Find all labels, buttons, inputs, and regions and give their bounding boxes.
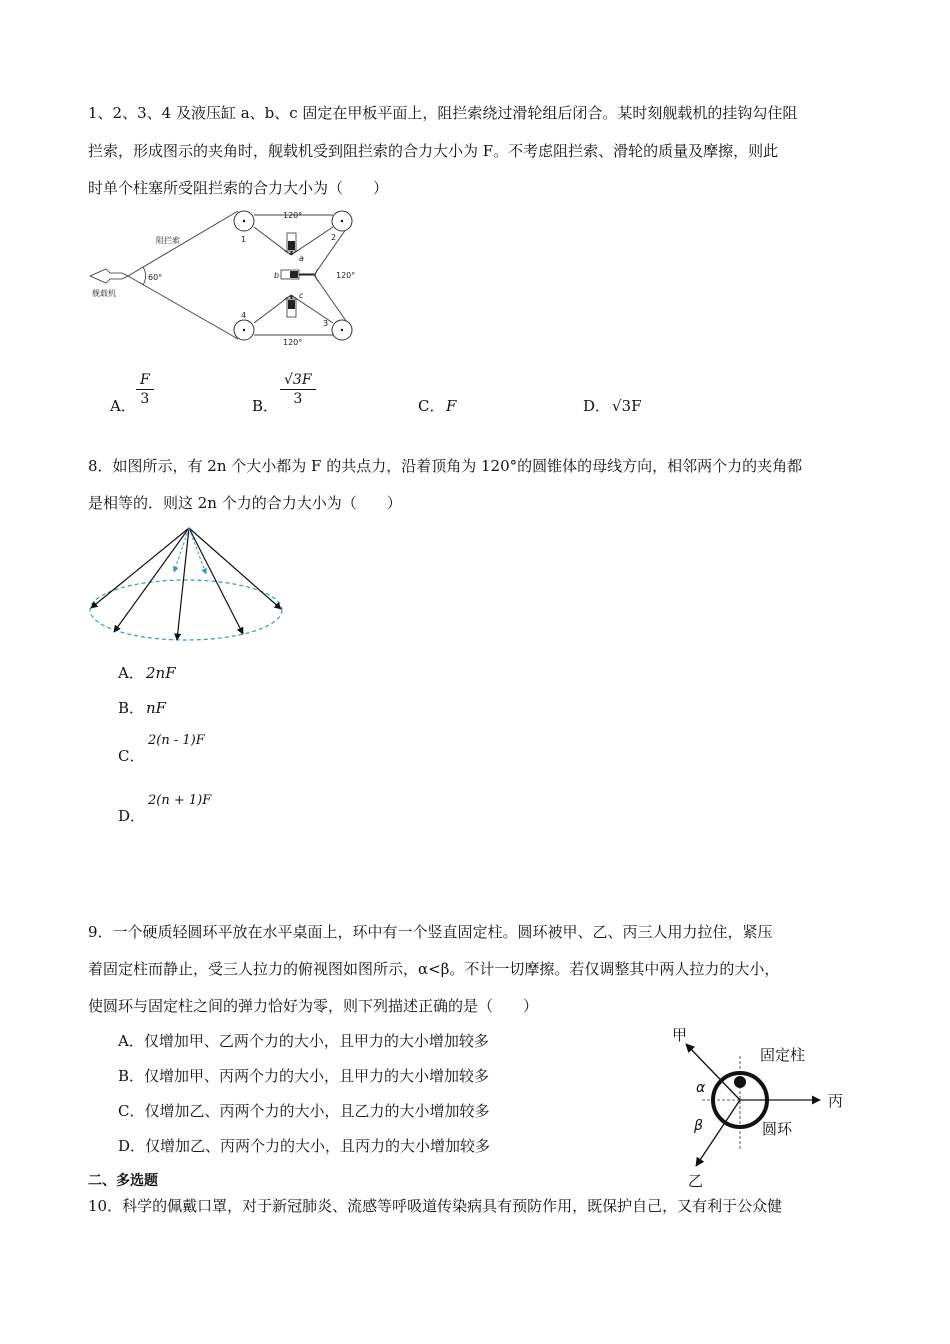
q9-option-b: B．仅增加甲、丙两个力的大小，且甲力的大小增加较多 xyxy=(118,1067,490,1085)
q9-option-a: A．仅增加甲、乙两个力的大小，且甲力的大小增加较多 xyxy=(118,1032,489,1050)
q7-arresting-cable-figure xyxy=(86,205,376,355)
q7-cylinder-b-label: b xyxy=(274,271,280,280)
q7-angle-arc-right xyxy=(316,268,319,282)
q8-cone-forces-figure xyxy=(86,522,286,644)
q7-option-b-denominator: 3 xyxy=(293,391,303,407)
q7-pulley-1-label: 1 xyxy=(241,235,247,244)
q9-option-d: D．仅增加乙、丙两个力的大小，且丙力的大小增加较多 xyxy=(118,1137,491,1155)
q9-label-ring: 圆环 xyxy=(762,1120,793,1138)
q7-option-d-value: √3F xyxy=(612,397,642,415)
q7-rope-label: 阻拦索 xyxy=(156,236,180,245)
q7-plane-label: 舰载机 xyxy=(92,289,116,298)
q10-text-line-1: 10．科学的佩戴口罩，对于新冠肺炎、流感等呼吸道传染病具有预防作用，既保护自己，又有利于公众健 xyxy=(88,1197,783,1215)
q9-text-line-1: 9．一个硬质轻圆环平放在水平桌面上，环中有一个竖直固定柱。圆环被甲、乙、丙三人用力拉住，紧压 xyxy=(88,923,773,941)
q8-text-line-2: 是相等的．则这 2n 个力的合力大小为（ ） xyxy=(88,494,402,512)
q9-label-yi: 乙 xyxy=(688,1172,704,1190)
q7-option-b-fraction xyxy=(280,372,316,407)
section-title-multiple-choice: 二、多选题 xyxy=(88,1173,158,1189)
q7-cable-bottom-inner-left xyxy=(254,295,291,323)
q8-option-d-label: D． xyxy=(118,807,146,825)
q7-option-a-denominator: 3 xyxy=(140,391,150,407)
q7-plane-icon xyxy=(90,269,128,283)
q7-cylinder-c-label: c xyxy=(299,291,304,300)
q8-option-a-label: A． xyxy=(118,664,144,682)
q7-angle-bottom-label: 120° xyxy=(283,338,303,347)
q7-pulley-4-label: 4 xyxy=(241,311,247,320)
q7-cable-right-lower xyxy=(314,275,351,328)
q9-label-alpha: α xyxy=(696,1080,706,1096)
q9-fixed-post xyxy=(734,1076,746,1088)
q8-base-ellipse xyxy=(90,580,282,640)
q8-text-line-1: 8．如图所示，有 2n 个大小都为 F 的共点力，沿着顶角为 120°的圆锥体的母线方向，相邻两个力的夹角都 xyxy=(88,457,803,475)
q7-option-d-label: D． xyxy=(583,397,611,415)
q7-option-b-numerator: √3F xyxy=(284,372,312,388)
q7-cylinder-c xyxy=(287,295,296,317)
q7-cylinder-a xyxy=(287,233,296,255)
q7-option-c-value: F xyxy=(446,397,457,415)
q7-cable-top-inner-left xyxy=(254,227,291,255)
q9-ring-forces-figure xyxy=(660,1020,860,1190)
q7-text-line-3: 时单个柱塞所受阻拦索的合力大小为（ ） xyxy=(88,179,389,197)
q9-label-post: 固定柱 xyxy=(760,1046,806,1064)
q7-angle-plane-label: 60° xyxy=(148,273,163,282)
q7-angle-arc-plane xyxy=(143,267,146,285)
q7-pulley-2-label: 2 xyxy=(331,233,337,242)
q7-option-c-label: C． xyxy=(418,397,445,415)
q9-text-line-3: 使圆环与固定柱之间的弹力恰好为零，则下列描述正确的是（ ） xyxy=(88,997,539,1015)
q7-option-a-fraction xyxy=(136,372,154,407)
q9-label-bing: 丙 xyxy=(828,1092,844,1110)
q8-option-a-value: 2nF xyxy=(146,664,176,682)
q7-cylinder-b xyxy=(281,270,314,279)
q9-label-beta: β xyxy=(694,1118,703,1134)
q7-option-a-numerator: F xyxy=(140,372,150,388)
q7-cable-upper-left xyxy=(128,211,238,276)
q7-option-a-label: A． xyxy=(110,397,136,415)
q9-option-c: C．仅增加乙、丙两个力的大小，且乙力的大小增加较多 xyxy=(118,1102,490,1120)
q7-text-line-1: 1、2、3、4 及液压缸 a、b、c 固定在甲板平面上，阻拦索绕过滑轮组后闭合。某时刻舰载机的挂钩勾住阻 xyxy=(88,104,798,122)
q8-option-d-value: 2(n + 1)F xyxy=(148,793,212,808)
q9-text-line-2: 着固定柱而静止，受三人拉力的俯视图如图所示，α<β。不计一切摩擦。若仅调整其中两人拉力的大小， xyxy=(88,960,780,978)
q8-force-arrow xyxy=(189,528,243,634)
q7-cylinder-a-label: a xyxy=(299,254,304,263)
q8-option-b-value: nF xyxy=(146,699,167,717)
q8-option-b-label: B． xyxy=(118,699,145,717)
q7-pulley-3-label: 3 xyxy=(323,319,329,328)
q7-text-line-2: 拦索，形成图示的夹角时，舰载机受到阻拦索的合力大小为 F。不考虑阻拦索、滑轮的质量及摩擦，则此 xyxy=(88,142,779,160)
q7-option-b-label: B． xyxy=(252,397,279,415)
q8-option-c-value: 2(n - 1)F xyxy=(148,733,205,748)
q9-label-jia: 甲 xyxy=(672,1026,688,1044)
q8-force-arrow xyxy=(189,528,281,609)
q7-angle-top-label: 120° xyxy=(283,211,303,220)
q7-angle-right-label: 120° xyxy=(336,271,356,280)
q7-cable-lower-left xyxy=(128,276,238,339)
q8-option-c-label: C． xyxy=(118,747,145,765)
